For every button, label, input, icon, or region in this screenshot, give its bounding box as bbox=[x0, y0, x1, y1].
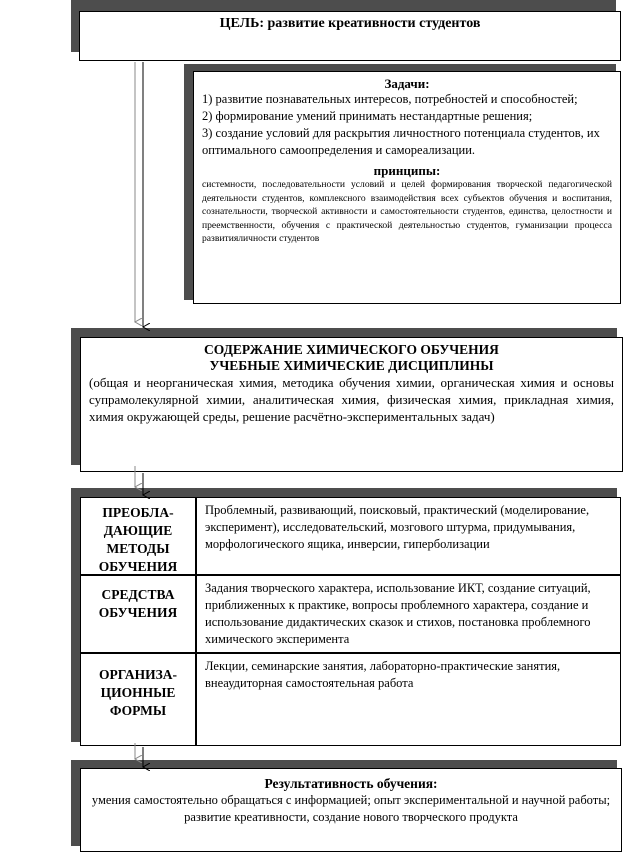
result-text: умения самостоятельно обращаться с информацией; опыт экспериментальной и научной работы; развитие креативности, создание нового творческого продукта bbox=[91, 793, 611, 824]
row-text-methods: Проблемный, развивающий, поисковый, практический (моделирование, эксперимент), исследовательский, мозгового штурма, придумывания, морфологического ящика, инверсии, гиперболизации bbox=[196, 497, 621, 575]
task-item-3: 3) создание условий для раскрытия личностного потенциала студентов, их оптимального самоопределения и самореализации. bbox=[202, 126, 600, 157]
task-item-1: 1) развитие познавательных интересов, потребностей и способностей; bbox=[202, 92, 578, 106]
row-text-means: Задания творческого характера, использование ИКТ, создание ситуаций, приближенных к практике, вопросы проблемного характера, создание и использование дидактических сказок и стихов, постановка проблемного химического эксперимента bbox=[196, 575, 621, 653]
content-text: (общая и неорганическая химия, методика обучения химии, органическая химия и основы супрамолекулярной химии, аналитическая химия, физическая химия, прикладная химия, химия окружающей среды, решение расчётно-экспериментальных задач) bbox=[89, 375, 614, 424]
result-title: Результативность обучения: bbox=[264, 776, 438, 791]
row-label-forms: ОРГАНИЗА- ЦИОННЫЕ ФОРМЫ bbox=[80, 653, 196, 746]
task-item-2: 2) формирование умений принимать нестандартные решения; bbox=[202, 109, 533, 123]
content-title-line1: СОДЕРЖАНИЕ ХИМИЧЕСКОГО ОБУЧЕНИЯ bbox=[204, 342, 499, 357]
arrow-forms-to-result bbox=[135, 743, 143, 767]
arrow-content-to-methods bbox=[135, 466, 143, 495]
tasks-title: Задачи: bbox=[384, 76, 430, 91]
row-text-forms: Лекции, семинарские занятия, лабораторно-практические занятия, внеаудиторная самостоятельная работа bbox=[196, 653, 621, 746]
arrow-goal-to-content bbox=[135, 62, 143, 327]
principles-title: принципы: bbox=[373, 163, 441, 178]
goal-text: ЦЕЛЬ: развитие креативности студентов bbox=[219, 16, 481, 31]
row-label-methods: ПРЕОБЛА- ДАЮЩИЕ МЕТОДЫ ОБУЧЕНИЯ bbox=[80, 497, 196, 575]
content-title-line2: УЧЕБНЫЕ ХИМИЧЕСКИЕ ДИСЦИПЛИНЫ bbox=[209, 358, 494, 373]
principles-text: системности, последовательности условий и целей формирования творческой педагогической деятельности студентов, комплексного взаимодействия всех субъектов обучения и воспитания, сознательности, творческой активности и самостоятельности студентов, единства, целостности и преемственности, обучения с практической деятельностью студентов, гуманизации процесса развитияличности студентов bbox=[202, 179, 612, 245]
row-label-means: СРЕДСТВА ОБУЧЕНИЯ bbox=[80, 575, 196, 653]
